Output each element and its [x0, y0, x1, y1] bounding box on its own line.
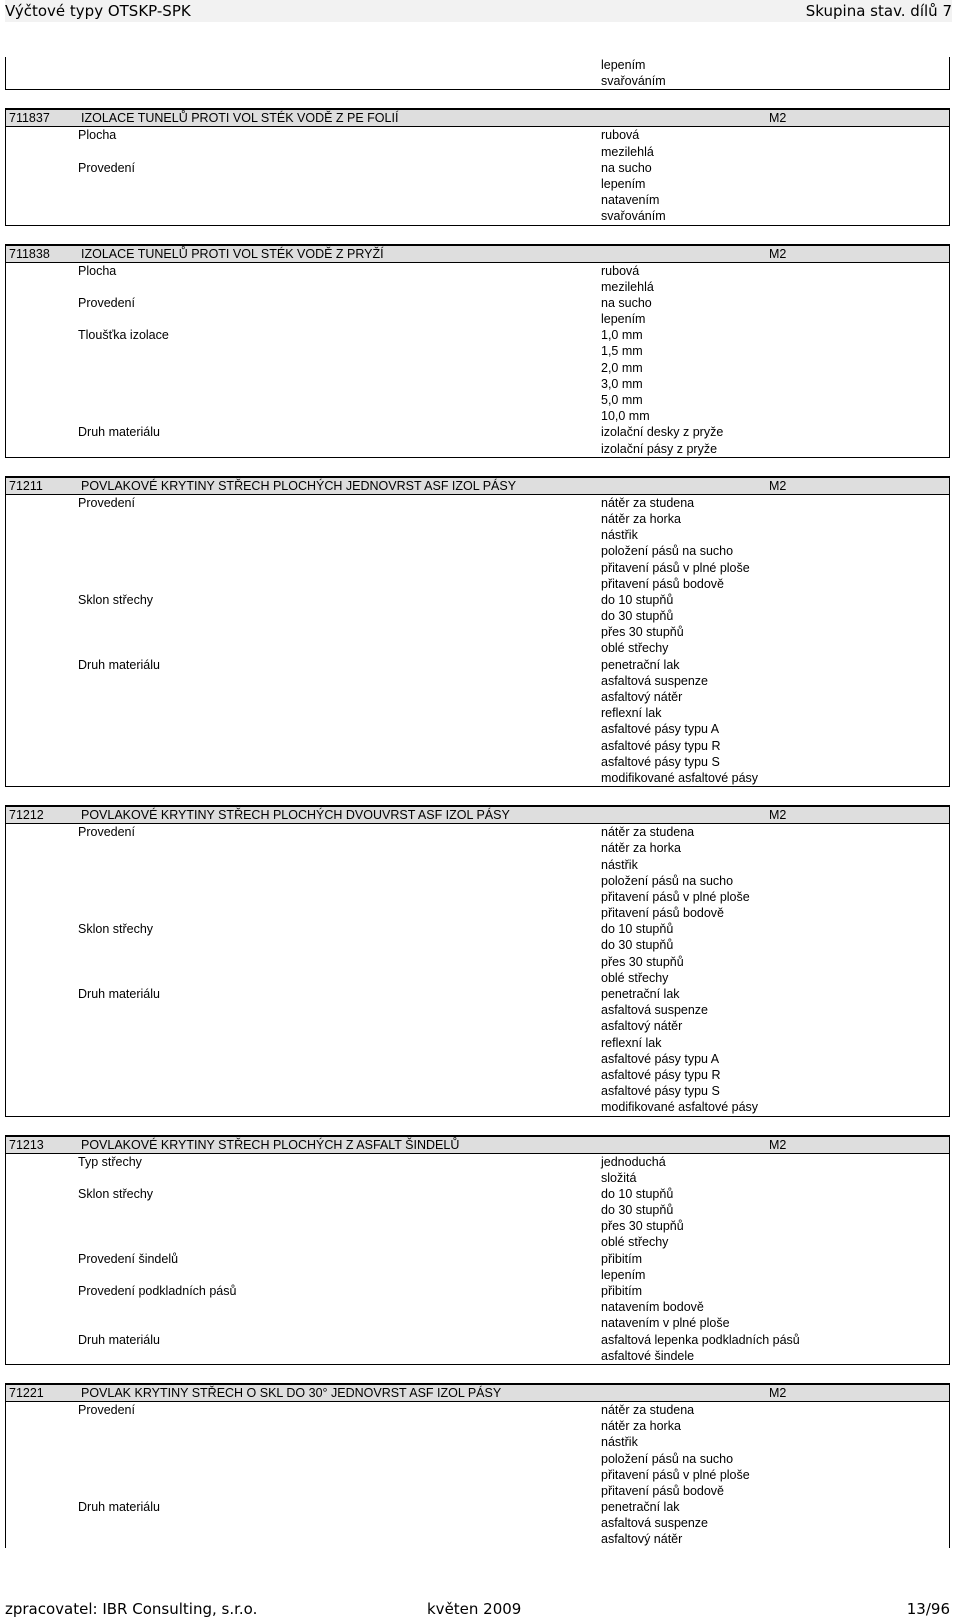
option-value: asfaltový nátěr: [601, 1019, 683, 1034]
section-title: POVLAKOVÉ KRYTINY STŘECH PLOCHÝCH Z ASFALT ŠINDELŮ: [81, 1137, 460, 1152]
attribute-label: Provedení: [78, 825, 135, 840]
attribute-row: [6, 970, 949, 986]
option-value: 5,0 mm: [601, 393, 643, 407]
attribute-row: [6, 840, 949, 856]
attribute-row: [6, 1315, 949, 1331]
attribute-row: [6, 511, 949, 527]
option-value: mezilehlá: [601, 144, 654, 159]
option-value: do 10 stupňů: [601, 922, 674, 937]
section-header: [6, 244, 949, 263]
document-body: [5, 57, 950, 1548]
option-value: složitá: [601, 1170, 637, 1185]
attribute-row: [6, 673, 949, 689]
footer-date: květen 2009: [427, 1600, 522, 1618]
option-value: do 10 stupňů: [601, 1186, 674, 1201]
option-value: jednoduchá: [601, 1154, 666, 1169]
attribute-row: [6, 1332, 949, 1348]
option-value: přes 30 stupňů: [601, 1219, 684, 1234]
attribute-row: [6, 689, 949, 705]
option-value: rubová: [601, 263, 640, 278]
attribute-row: [6, 295, 949, 311]
attribute-row: [6, 424, 949, 440]
option-value: izolační desky z pryže: [601, 425, 724, 440]
section-code: 71212: [9, 808, 44, 823]
header-title: Výčtové typy OTSKP-SPK: [5, 2, 191, 20]
attribute-label: Druh materiálu: [78, 987, 160, 1001]
option-value: reflexní lak: [601, 1035, 662, 1050]
section-header: [6, 1383, 949, 1402]
attribute-row: [6, 640, 949, 656]
attribute-row: [6, 1170, 949, 1186]
attribute-row: [6, 1051, 949, 1067]
option-value: na sucho: [601, 295, 652, 310]
attribute-row: [6, 392, 949, 408]
attribute-row: [6, 1186, 949, 1202]
attribute-row: [6, 624, 949, 640]
attribute-row: [6, 1018, 949, 1034]
option-value: modifikované asfaltové pásy: [601, 1100, 759, 1115]
section-title: POVLAKOVÉ KRYTINY STŘECH PLOCHÝCH JEDNOVRST ASF IZOL PÁSY: [81, 478, 517, 493]
section-71211: [5, 476, 950, 787]
option-value: přitavení pásů bodově: [601, 576, 725, 591]
attribute-row: [6, 1402, 949, 1418]
option-value: asfaltová lepenka podkladních pásů: [601, 1332, 800, 1347]
option-value: asfaltová suspenze: [601, 1516, 709, 1531]
option-value: do 30 stupňů: [601, 1203, 674, 1218]
attribute-label: Provedení: [78, 295, 135, 310]
attribute-label: Provedení: [78, 160, 135, 175]
option-value: do 30 stupňů: [601, 609, 674, 624]
section-title: POVLAKOVÉ KRYTINY STŘECH PLOCHÝCH DVOUVRST ASF IZOL PÁSY: [81, 808, 510, 823]
attribute-row: [6, 921, 949, 937]
option-value: natavením bodově: [601, 1300, 704, 1315]
footer-company: zpracovatel: IBR Consulting, s.r.o.: [5, 1600, 258, 1618]
option-value: přibitím: [601, 1284, 642, 1298]
option-value: nástřik: [601, 1435, 638, 1450]
option-value: mezilehlá: [601, 279, 654, 294]
attribute-row: [6, 1067, 949, 1083]
attribute-row: [6, 176, 949, 192]
option-value: lepením: [601, 312, 646, 327]
attribute-row: [6, 327, 949, 343]
attribute-row: [6, 127, 949, 143]
option-value: penetrační lak: [601, 1500, 680, 1515]
option-value: nátěr za studena: [601, 825, 695, 840]
section-header: [6, 108, 949, 127]
option-value: nátěr za horka: [601, 841, 681, 856]
section-gap: [5, 1365, 950, 1383]
attribute-row: [6, 705, 949, 721]
option-value: oblé střechy: [601, 641, 669, 656]
option-value: lepením: [601, 176, 646, 191]
attribute-row: [6, 343, 949, 359]
option-value: rubová: [601, 128, 640, 143]
option-value: nástřik: [601, 528, 638, 543]
attribute-row: [6, 1499, 949, 1515]
attribute-row: [6, 1418, 949, 1434]
option-value: nátěr za horka: [601, 1419, 681, 1434]
attribute-row: [6, 770, 949, 786]
attribute-row: [6, 608, 949, 624]
option-value: asfaltové pásy typu A: [601, 1051, 720, 1066]
attribute-row: [6, 376, 949, 392]
attribute-row: [6, 208, 949, 224]
option-value: lepením: [601, 1267, 646, 1282]
attribute-row: [6, 1348, 949, 1364]
section-gap: [5, 1117, 950, 1135]
section-header: [6, 476, 949, 495]
attribute-row: [6, 1218, 949, 1234]
option-value: 1,0 mm: [601, 328, 643, 343]
option-value: nástřik: [601, 857, 638, 872]
attribute-row: [6, 1251, 949, 1267]
option-value: izolační pásy z pryže: [601, 441, 718, 456]
option-value: asfaltová suspenze: [601, 1003, 709, 1018]
option-value: nátěr za studena: [601, 495, 695, 510]
attribute-row: [6, 560, 949, 576]
attribute-label: Plocha: [78, 128, 117, 143]
section-71221: [5, 1383, 950, 1548]
attribute-label: Typ střechy: [78, 1154, 142, 1169]
attribute-row: [6, 738, 949, 754]
option-value: do 10 stupňů: [601, 592, 674, 607]
attribute-row: [6, 1083, 949, 1099]
attribute-row: [6, 1434, 949, 1450]
attribute-row: [6, 1467, 949, 1483]
attribute-row: [6, 754, 949, 770]
section-title: POVLAK KRYTINY STŘECH O SKL DO 30° JEDNOVRST ASF IZOL PÁSY: [81, 1385, 502, 1400]
attribute-row: [6, 1035, 949, 1051]
attribute-row: [6, 360, 949, 376]
attribute-label: Druh materiálu: [78, 425, 160, 440]
section-unit: M2: [769, 478, 787, 493]
section-71213: [5, 1135, 950, 1365]
attribute-row: [6, 1202, 949, 1218]
option-value: nátěr za studena: [601, 1402, 695, 1417]
option-value: natavením: [601, 193, 660, 208]
attribute-row: [6, 160, 949, 176]
attribute-row: [6, 1451, 949, 1467]
option-value: reflexní lak: [601, 706, 662, 721]
section-gap: [5, 787, 950, 805]
option-value: přes 30 stupňů: [601, 625, 684, 640]
option-value: asfaltový nátěr: [601, 690, 683, 704]
section-unit: M2: [769, 808, 787, 823]
attribute-row: [6, 543, 949, 559]
option-value: penetrační lak: [601, 657, 680, 672]
section-unit: M2: [769, 1137, 787, 1152]
attribute-row: [6, 527, 949, 543]
section-gap: [5, 226, 950, 244]
attribute-row: [6, 263, 949, 279]
attribute-label: Provedení podkladních pásů: [78, 1284, 237, 1298]
section-711838: [5, 244, 950, 458]
attribute-label: Druh materiálu: [78, 1500, 160, 1515]
attribute-row: [6, 873, 949, 889]
option-value: přitavení pásů v plné ploše: [601, 889, 750, 904]
header-group: Skupina stav. dílů 7: [805, 2, 952, 20]
option-value: asfaltové pásy typu R: [601, 1067, 721, 1082]
attribute-row: [6, 311, 949, 327]
option-value: na sucho: [601, 160, 652, 175]
option-value: 1,5 mm: [601, 344, 643, 359]
page-footer: [5, 1598, 950, 1620]
attribute-label: Sklon střechy: [78, 1186, 154, 1201]
option-value: 3,0 mm: [601, 376, 643, 391]
option-value: oblé střechy: [601, 970, 669, 985]
attribute-row: [6, 857, 949, 873]
option-value: přes 30 stupňů: [601, 954, 684, 969]
option-value: asfaltové pásy typu A: [601, 722, 720, 737]
section-title: IZOLACE TUNELŮ PROTI VOL STÉK VODĚ Z PRYŽÍ: [81, 246, 384, 261]
attribute-label: Druh materiálu: [78, 657, 160, 672]
option-value: svařováním: [601, 209, 666, 224]
section-gap: [5, 90, 950, 108]
section-code: 71211: [9, 478, 43, 493]
option-value: asfaltové pásy typu S: [601, 1084, 720, 1099]
option-value: penetrační lak: [601, 987, 680, 1001]
attribute-row: [6, 954, 949, 970]
continuation-row: [6, 73, 949, 89]
attribute-row: [6, 986, 949, 1002]
footer-page-number: 13/96: [906, 1600, 950, 1618]
continuation-block: [5, 57, 950, 90]
section-unit: M2: [769, 1385, 787, 1400]
option-value: nátěr za horka: [601, 511, 681, 526]
attribute-row: [6, 1267, 949, 1283]
option-value: natavením v plné ploše: [601, 1316, 730, 1331]
option-value: do 30 stupňů: [601, 938, 674, 953]
section-header: [6, 1135, 949, 1154]
option-value: přitavení pásů v plné ploše: [601, 560, 750, 575]
option-value: přitavení pásů v plné ploše: [601, 1467, 750, 1482]
option-value: asfaltové šindele: [601, 1348, 695, 1363]
attribute-row: [6, 495, 949, 511]
attribute-label: Plocha: [78, 263, 117, 278]
attribute-row: [6, 937, 949, 953]
attribute-row: [6, 1154, 949, 1170]
attribute-row: [6, 1531, 949, 1547]
attribute-label: Druh materiálu: [78, 1332, 160, 1347]
option-value: asfaltové pásy typu S: [601, 754, 720, 769]
attribute-row: [6, 441, 949, 457]
attribute-row: [6, 1234, 949, 1250]
option-value: položení pásů na sucho: [601, 873, 734, 888]
option-value: položení pásů na sucho: [601, 544, 734, 559]
option-value: svařováním: [601, 74, 666, 89]
attribute-label: Provedení: [78, 1402, 135, 1417]
attribute-row: [6, 144, 949, 160]
section-code: 711838: [9, 246, 50, 261]
section-header: [6, 805, 949, 824]
option-value: 2,0 mm: [601, 360, 643, 375]
attribute-row: [6, 1299, 949, 1315]
attribute-row: [6, 889, 949, 905]
option-value: 10,0 mm: [601, 409, 650, 424]
option-value: položení pásů na sucho: [601, 1451, 734, 1466]
section-code: 71221: [9, 1385, 44, 1400]
attribute-row: [6, 192, 949, 208]
continuation-row: [6, 57, 949, 73]
section-unit: M2: [769, 111, 787, 126]
attribute-row: [6, 1002, 949, 1018]
section-code: 71213: [9, 1137, 44, 1152]
attribute-label: Provedení šindelů: [78, 1251, 179, 1266]
section-code: 711837: [9, 111, 50, 126]
section-71212: [5, 805, 950, 1116]
attribute-label: Sklon střechy: [78, 592, 154, 607]
option-value: asfaltová suspenze: [601, 673, 709, 688]
attribute-row: [6, 657, 949, 673]
section-gap: [5, 458, 950, 476]
option-value: přitavení pásů bodově: [601, 906, 725, 921]
attribute-row: [6, 905, 949, 921]
attribute-row: [6, 408, 949, 424]
option-value: lepením: [601, 58, 646, 72]
attribute-row: [6, 824, 949, 840]
section-711837: [5, 108, 950, 225]
option-value: přibitím: [601, 1251, 642, 1266]
attribute-row: [6, 1515, 949, 1531]
attribute-row: [6, 592, 949, 608]
section-title: IZOLACE TUNELŮ PROTI VOL STÉK VODĚ Z PE FOLIÍ: [81, 111, 399, 126]
attribute-label: Provedení: [78, 495, 135, 510]
attribute-row: [6, 1099, 949, 1115]
attribute-row: [6, 721, 949, 737]
attribute-row: [6, 1483, 949, 1499]
attribute-row: [6, 576, 949, 592]
option-value: přitavení pásů bodově: [601, 1483, 725, 1498]
option-value: asfaltové pásy typu R: [601, 738, 721, 753]
option-value: modifikované asfaltové pásy: [601, 770, 759, 785]
attribute-label: Tloušťka izolace: [78, 328, 169, 343]
attribute-row: [6, 1283, 949, 1299]
option-value: asfaltový nátěr: [601, 1532, 683, 1547]
attribute-label: Sklon střechy: [78, 922, 154, 937]
option-value: oblé střechy: [601, 1235, 669, 1250]
section-unit: M2: [769, 246, 787, 261]
attribute-row: [6, 279, 949, 295]
page-header: [5, 0, 952, 22]
